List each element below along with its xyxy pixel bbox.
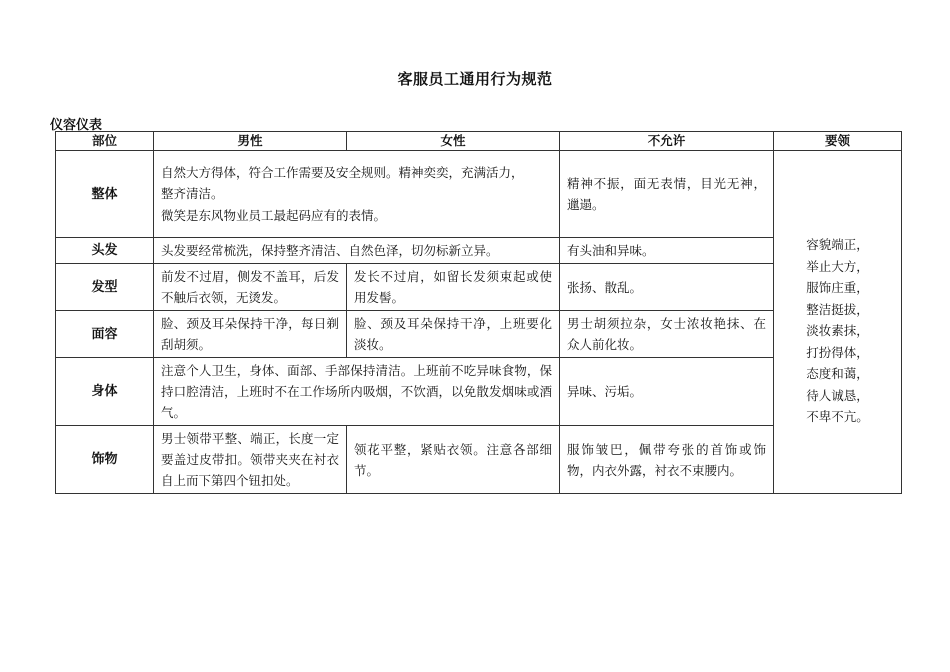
row-part: 发型	[56, 264, 154, 311]
row-part: 饰物	[56, 426, 154, 494]
table-header-row	[56, 132, 902, 151]
row-female-rule: 领花平整，紧贴衣领。注意各部细节。	[347, 426, 560, 494]
row-not-allowed: 异味、污垢。	[560, 358, 774, 426]
row-not-allowed: 张扬、散乱。	[560, 264, 774, 311]
essentials-line: 容貌端正，	[806, 237, 869, 253]
row-female-rule: 发长不过肩，如留长发须束起或使用发髻。	[347, 264, 560, 311]
row-male-rule: 前发不过眉，侧发不盖耳，后发不触后衣领，无烫发。	[154, 264, 347, 311]
essentials-line: 整洁挺拔，	[806, 301, 869, 317]
row-part: 整体	[56, 151, 154, 238]
row-not-allowed: 男士胡须拉杂，女士浓妆艳抹、在众人前化妆。	[560, 311, 774, 358]
essentials-line: 服饰庄重，	[806, 280, 869, 296]
row-not-allowed: 服饰皱巴，佩带夸张的首饰或饰物，内衣外露，衬衣不束腰内。	[560, 426, 774, 494]
header-part: 部位	[56, 132, 154, 151]
essentials-cell	[774, 151, 902, 494]
essentials-line: 淡妆素抹，	[806, 323, 869, 339]
header-essentials: 要领	[774, 132, 902, 151]
rule-line: 整齐清洁。	[161, 186, 224, 202]
essentials-line: 打扮得体，	[806, 344, 869, 360]
row-combined-rule: 头发要经常梳洗，保持整齐清洁、自然色泽，切勿标新立异。	[154, 238, 560, 264]
essentials-line: 不卑不亢。	[806, 409, 869, 425]
header-not-allowed: 不允许	[560, 132, 774, 151]
row-part: 身体	[56, 358, 154, 426]
row-combined-rule: 注意个人卫生，身体、面部、手部保持清洁。上班前不吃异味食物，保持口腔清洁，上班时不在工作场所内吸烟，不饮酒，以免散发烟味或酒气。	[154, 358, 560, 426]
rule-line: 自然大方得体，符合工作需要及安全规则。精神奕奕，充满活力，	[161, 164, 524, 180]
rule-line: 微笑是东风物业员工最起码应有的表情。	[161, 207, 387, 223]
row-combined-rule	[154, 151, 560, 238]
appearance-norms-table	[55, 131, 902, 494]
row-female-rule: 脸、颈及耳朵保持干净，上班要化淡妆。	[347, 311, 560, 358]
section-title: 仪容仪表	[50, 118, 103, 133]
essentials-line: 待人诚恳，	[806, 387, 869, 403]
header-female: 女性	[347, 132, 560, 151]
document-title: 客服员工通用行为规范	[397, 70, 553, 88]
row-male-rule: 男士领带平整、端正，长度一定要盖过皮带扣。领带夹夹在衬衣自上而下第四个钮扣处。	[154, 426, 347, 494]
row-part: 头发	[56, 238, 154, 264]
row-not-allowed: 精神不振，面无表情，目光无神，邋遢。	[560, 151, 774, 238]
table-row	[56, 151, 902, 238]
essentials-line: 举止大方，	[806, 258, 869, 274]
essentials-line: 态度和蔼，	[806, 366, 869, 382]
row-male-rule: 脸、颈及耳朵保持干净，每日剃刮胡须。	[154, 311, 347, 358]
header-male: 男性	[154, 132, 347, 151]
row-not-allowed: 有头油和异味。	[560, 238, 774, 264]
row-part: 面容	[56, 311, 154, 358]
